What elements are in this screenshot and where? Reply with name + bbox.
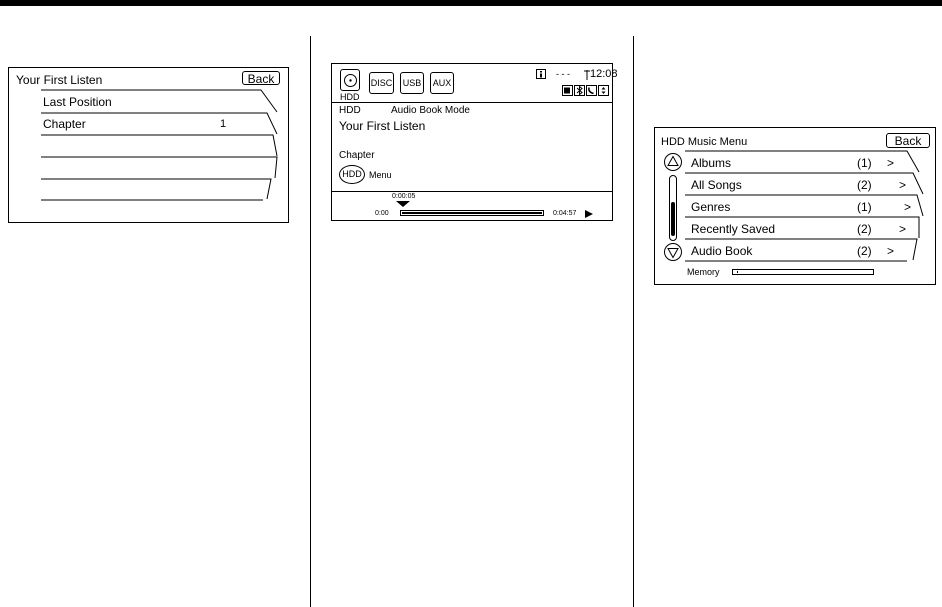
source-disc-button[interactable] [369,72,394,94]
option-empty-row-3[interactable] [41,136,273,156]
audiobook-now-playing-screen [331,63,618,221]
menu-item-count: (1) [857,156,872,170]
column-divider-left [310,36,311,607]
source-aux-button[interactable] [430,72,454,94]
menu-item-count: (2) [857,222,872,236]
option-empty-row-4[interactable] [41,158,273,178]
memory-usage-bar [732,269,874,275]
option-last-position[interactable]: Last Position [43,95,112,109]
hdd-music-menu-screen [654,127,936,285]
top-rule [0,0,942,6]
chevron-right-icon: > [887,156,895,170]
bluetooth-icon [575,86,585,96]
play-icon[interactable] [585,210,593,218]
memory-usage-fill [734,271,738,273]
footer-divider [332,191,612,192]
playback-progress-fill [402,212,542,214]
menu-item-recently-saved[interactable] [685,218,917,238]
menu-item-albums[interactable] [685,152,917,172]
back-button[interactable]: Back [886,133,930,148]
status-icons [562,85,612,96]
memory-label: Memory [687,267,720,277]
disc-icon [341,70,361,92]
menu-item-label: Recently Saved [691,222,776,236]
menu-item-count: (2) [857,244,872,258]
menu-item-label: Genres [691,200,731,214]
track-title: Your First Listen [339,119,426,133]
menu-item-genres[interactable] [685,196,917,216]
menu-item-audio-book[interactable] [685,240,913,260]
phone-icon [587,86,597,96]
screen-title: HDD Music Menu [661,136,748,148]
menu-label: Menu [369,170,392,180]
chevron-right-icon: > [887,244,895,258]
menu-item-label: Audio Book [691,244,753,258]
source-hdd-button[interactable] [340,69,360,91]
chevron-right-icon: > [899,222,907,236]
back-button[interactable]: Back [242,71,280,85]
screen-title: Your First Listen [16,73,103,87]
playback-progress-bar[interactable] [400,210,544,216]
hdd-menu-button[interactable] [339,165,365,184]
menu-item-all-songs[interactable] [685,174,917,194]
clock: 12:08 [590,68,618,80]
option-chapter[interactable]: Chapter [43,117,86,131]
mode-label: Audio Book Mode [391,105,470,116]
end-time: 0:04:57 [553,210,577,217]
column-divider-right [633,36,634,607]
section-label: Chapter [339,150,375,161]
menu-item-count: (1) [857,200,872,214]
start-time: 0:00 [375,210,389,217]
header-divider [332,102,612,103]
source-disc-label: DISC [370,78,393,88]
scroll-icon [599,86,609,96]
chevron-right-icon: > [899,178,907,192]
option-empty-row-5[interactable] [41,180,265,199]
menu-item-label: Albums [691,156,732,170]
hdd-menu-button-label: HDD [342,169,362,179]
source-hdd-label: HDD [340,92,360,102]
info-icon [536,69,546,79]
audiobook-options-screen [8,67,289,223]
source-indicator: HDD [339,105,361,116]
playhead-marker-icon [396,201,410,208]
source-usb-button[interactable] [400,72,424,94]
mute-icon [563,86,573,96]
chapter-value: 1 [220,118,227,130]
source-usb-label: USB [402,78,422,88]
menu-item-count: (2) [857,178,872,192]
menu-item-label: All Songs [691,178,742,192]
source-aux-label: AUX [432,78,452,88]
elapsed-time: 0:00:05 [392,193,416,200]
signal-indicator: - - - [556,69,570,79]
chevron-right-icon: > [904,200,912,214]
